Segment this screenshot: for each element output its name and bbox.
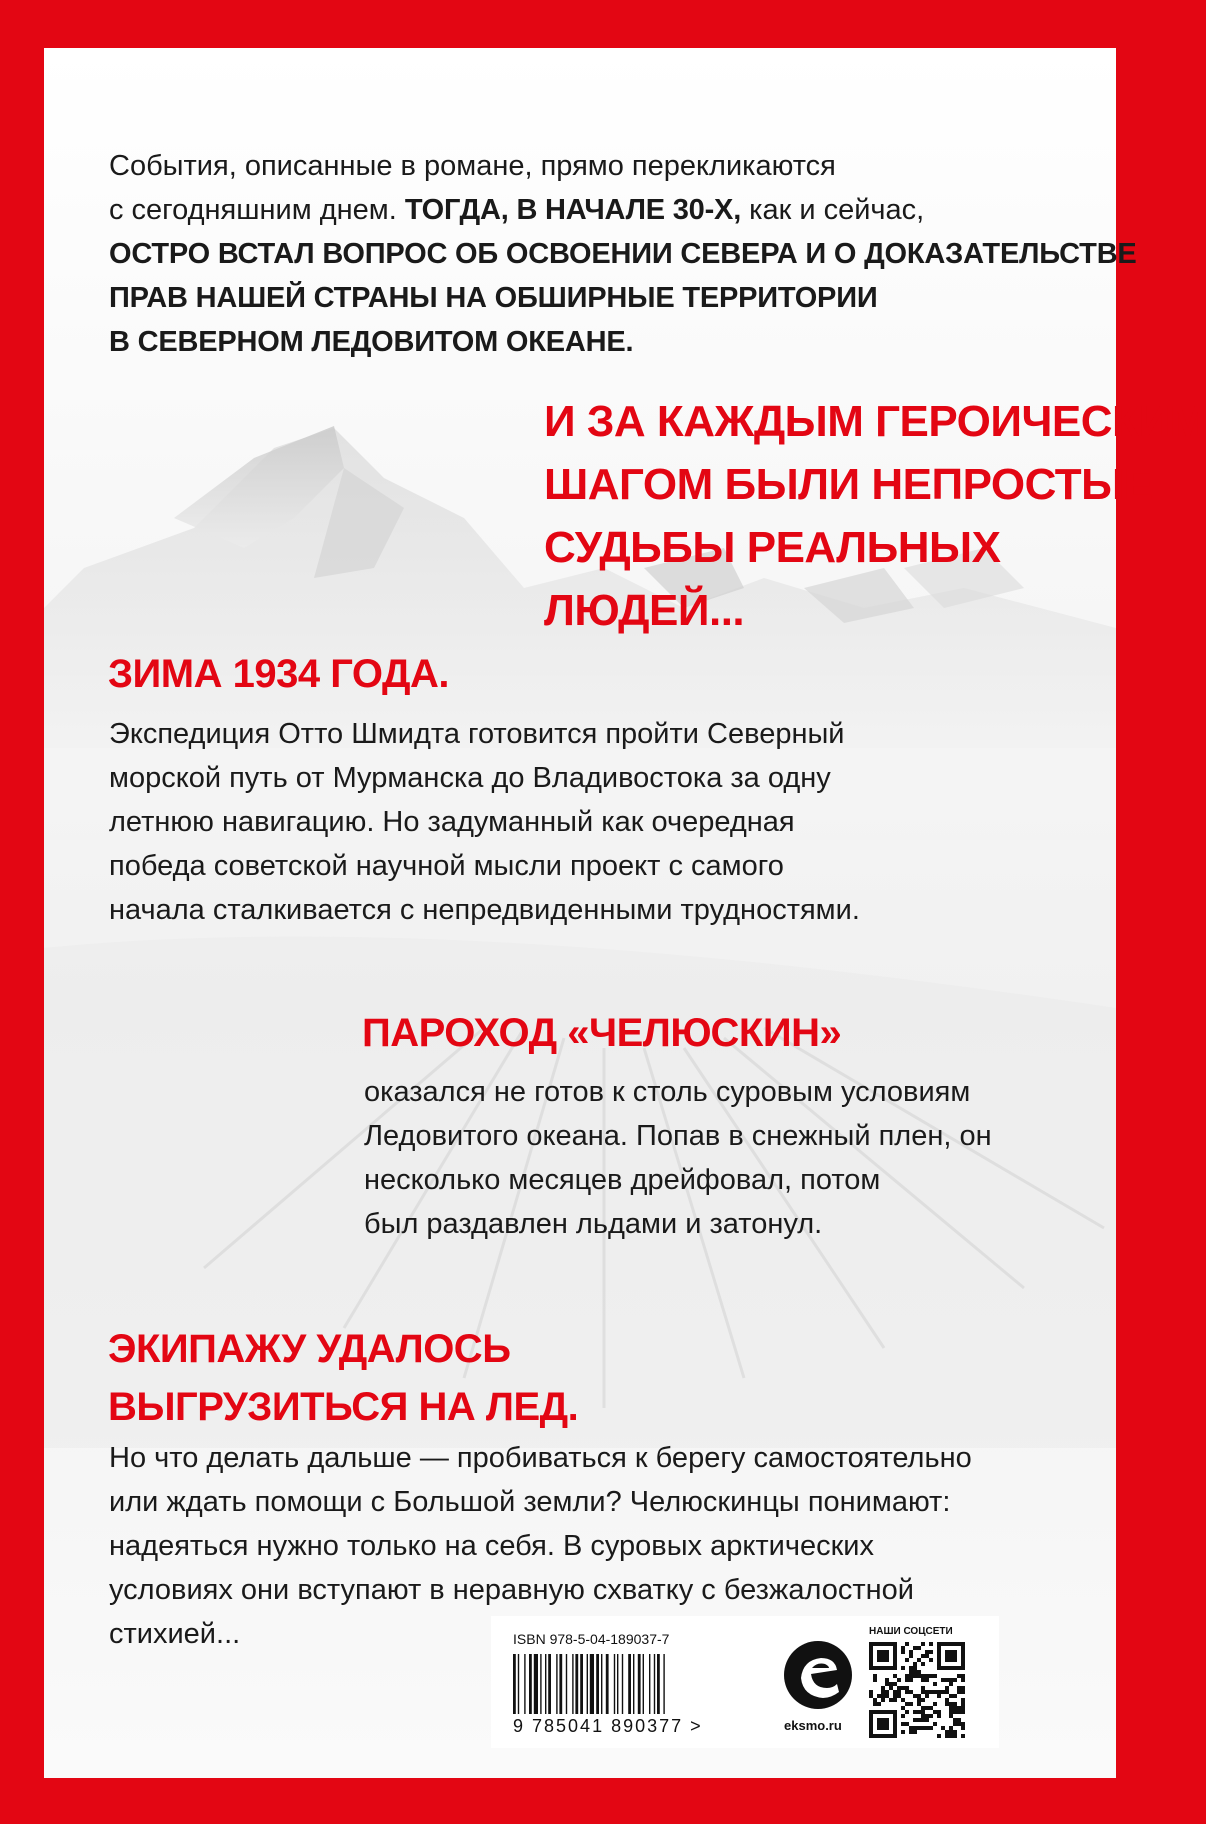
intro-paragraph (109, 144, 1137, 364)
barcode-icon (513, 1654, 713, 1716)
intro-line-2 (109, 188, 1137, 232)
section2-line: Ледовитого океана. Попав в снежный плен, он (364, 1120, 992, 1152)
section2-line: был раздавлен льдами и затонул. (364, 1208, 823, 1240)
section3-line: условиях они вступают в неравную схватку с безжалостной (109, 1574, 914, 1606)
publisher-site[interactable]: eksmo.ru (784, 1718, 842, 1733)
intro-line-4: ПРАВ НАШЕЙ СТРАНЫ НА ОБШИРНЫЕ ТЕРРИТОРИИ (109, 282, 878, 314)
section1-line: морской путь от Мурманска до Владивостока за одну (109, 762, 831, 794)
section1-line: Экспедиция Отто Шмидта готовится пройти Северный (109, 718, 845, 750)
section3-heading (108, 1320, 578, 1436)
quote-line: СУДЬБЫ РЕАЛЬНЫХ (544, 523, 1001, 572)
intro-line-3: ОСТРО ВСТАЛ ВОПРОС ОБ ОСВОЕНИИ СЕВЕРА И О ДОКАЗАТЕЛЬСТВЕ (109, 238, 1137, 270)
isbn-label: ISBN 978-5-04-189037-7 (513, 1631, 670, 1647)
intro-line-5: В СЕВЕРНОМ ЛЕДОВИТОМ ОКЕАНЕ. (109, 326, 634, 358)
section2-line: несколько месяцев дрейфовал, потом (364, 1164, 881, 1196)
intro-line-2-tail: как и сейчас, (741, 194, 925, 226)
section2-paragraph (364, 1070, 992, 1246)
section3-line: надеяться нужно только на себя. В суровых арктических (109, 1530, 874, 1562)
eksmo-logo-icon (781, 1638, 855, 1712)
section3-heading-line: ВЫГРУЗИТЬСЯ НА ЛЕД. (108, 1385, 579, 1429)
barcode-number: 9 785041 890377 > (513, 1716, 703, 1736)
intro-line-1: События, описанные в романе, прямо перекликаются (109, 150, 836, 182)
socials-label: НАШИ СОЦСЕТИ (869, 1626, 953, 1637)
section1-line: победа советской научной мысли проект с самого (109, 850, 784, 882)
quote-line: ЛЮДЕЙ... (544, 586, 745, 635)
quote-line: ШАГОМ БЫЛИ НЕПРОСТЫЕ (544, 460, 1153, 509)
section1-heading: ЗИМА 1934 ГОДА. (108, 652, 449, 696)
publisher-info-box (491, 1616, 999, 1748)
section1-line: летнюю навигацию. Но задуманный как очередная (109, 806, 795, 838)
quote-heading (544, 390, 1206, 642)
section3-heading-line: ЭКИПАЖУ УДАЛОСЬ (108, 1327, 511, 1371)
section1-line: начала сталкивается с непредвиденными трудностями. (109, 894, 860, 926)
section1-paragraph (109, 712, 860, 932)
section2-heading: ПАРОХОД «ЧЕЛЮСКИН» (362, 1011, 842, 1055)
intro-line-2-bold: ТОГДА, В НАЧАЛЕ 30-Х, (404, 194, 742, 226)
section3-line: стихией... (109, 1618, 241, 1650)
section3-line: Но что делать дальше — пробиваться к берегу самостоятельно (109, 1442, 972, 1474)
section3-line: или ждать помощи с Большой земли? Челюскинцы понимают: (109, 1486, 951, 1518)
cover-panel (44, 48, 1206, 1778)
quote-line: И ЗА КАЖДЫМ ГЕРОИЧЕСКИМ (544, 397, 1206, 446)
qr-code-icon[interactable] (869, 1642, 965, 1738)
intro-line-2-plain: с сегодняшним днем. (109, 194, 405, 226)
section2-line: оказался не готов к столь суровым условиям (364, 1076, 971, 1108)
